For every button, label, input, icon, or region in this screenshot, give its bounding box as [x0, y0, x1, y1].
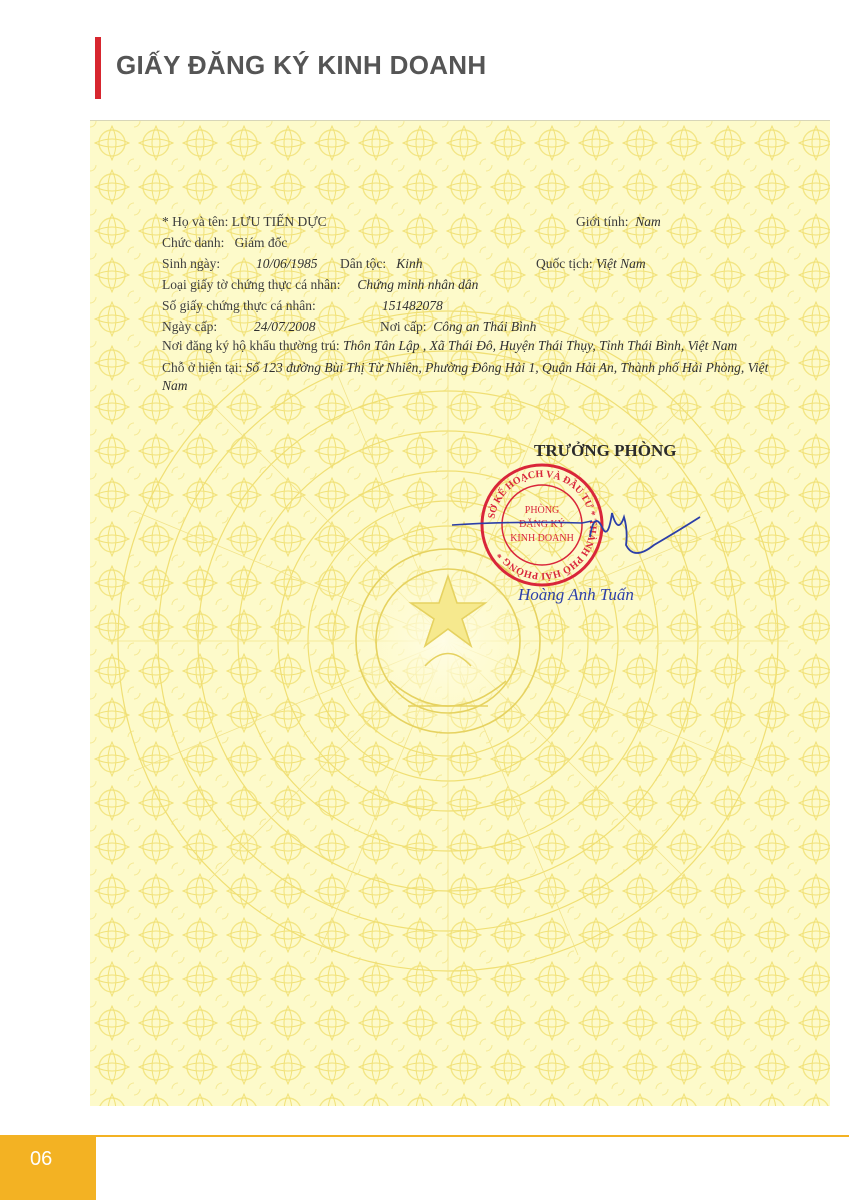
- owner-details: [162, 211, 772, 399]
- id-type-label: Loại giấy tờ chứng thực cá nhân:: [162, 277, 341, 292]
- issue-date-label: Ngày cấp:: [162, 319, 218, 334]
- gender-value: Nam: [635, 214, 661, 229]
- id-number-value: 151482078: [382, 298, 443, 313]
- residence-value: Thôn Tân Lập , Xã Thái Đô, Huyện Thái Thụy, Tỉnh Thái Bình, Việt Nam: [342, 338, 738, 353]
- head-of-office-title: TRƯỞNG PHÒNG: [534, 441, 677, 460]
- residence-label: Nơi đăng ký hộ khẩu thường trú:: [162, 338, 340, 353]
- id-type-value: Chứng minh nhân dân: [357, 277, 479, 292]
- footer-rule: [96, 1135, 849, 1137]
- name-label: * Họ và tên:: [162, 214, 229, 229]
- issue-date-value: 24/07/2008: [254, 319, 316, 334]
- current-address-value: Số 123 đường Bùi Thị Từ Nhiên, Phường Đông Hải 1, Quận Hải An, Thành phố Hải Phòng, Việt Nam: [162, 360, 769, 393]
- issue-place-label: Nơi cấp:: [380, 319, 427, 334]
- position-value: Giám đốc: [234, 235, 288, 250]
- gender-label: Giới tính:: [576, 214, 629, 229]
- name-value: LƯU TIẾN DỰC: [231, 214, 327, 229]
- page-title: GIẤY ĐĂNG KÝ KINH DOANH: [116, 50, 487, 80]
- certificate-scan: [90, 120, 830, 1106]
- stamp-line-3: KINH DOANH: [510, 533, 574, 544]
- ethnicity-value: Kinh: [396, 256, 423, 271]
- ethnicity-label: Dân tộc:: [340, 256, 387, 271]
- stamp-ring-text: SỞ KẾ HOẠCH VÀ ĐẦU TƯ * THÀNH PHỐ HẢI PHÒNG *: [486, 468, 599, 582]
- stamp-line-2: ĐĂNG KÝ: [519, 519, 565, 530]
- signer-name: Hoàng Anh Tuấn: [518, 585, 634, 604]
- current-address-label: Chỗ ở hiện tại:: [162, 360, 243, 375]
- dob-label: Sinh ngày:: [162, 256, 221, 271]
- nationality-label: Quốc tịch:: [536, 256, 593, 271]
- issue-place-value: Công an Thái Bình: [433, 319, 537, 334]
- handwritten-signature: [442, 491, 702, 561]
- position-label: Chức danh:: [162, 235, 225, 250]
- stamp-line-1: PHÒNG: [524, 505, 560, 516]
- dob-value: 10/06/1985: [256, 256, 318, 271]
- nationality-value: Việt Nam: [596, 256, 646, 271]
- page-number: 06: [30, 1148, 53, 1170]
- title-accent-bar: [95, 37, 101, 99]
- id-number-label: Số giấy chứng thực cá nhân:: [162, 298, 316, 313]
